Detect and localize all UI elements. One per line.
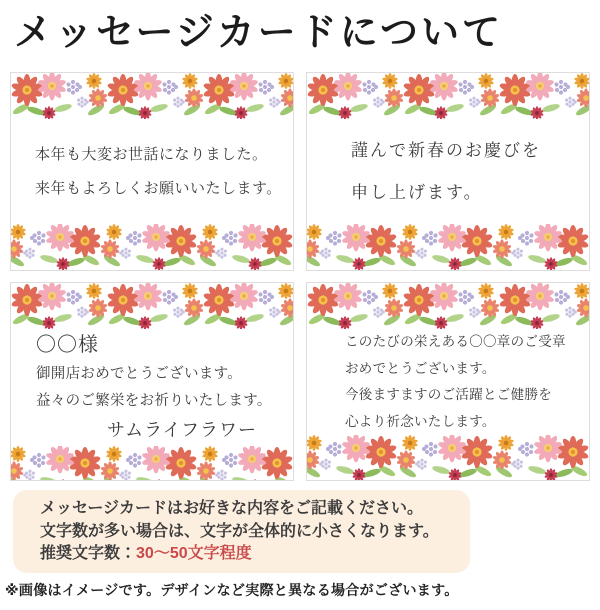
card-text-line: 心より祈念いたします。 [345,413,496,429]
card-text-line: 申し上げます。 [351,182,483,202]
notice-line: 文字数が多い場合は、文字が全体的に小さくなります。 [40,522,439,540]
flower-border-top [307,73,589,119]
message-card-grid [10,72,590,481]
card-text-line: このたびの栄えある〇〇章のご受章 [345,334,566,349]
card-text [11,119,293,224]
disclaimer-note: ※画像はイメージです。デザインなど実際と異なる場合がございます。 [5,581,459,598]
card-text [11,329,293,446]
flower-border-bottom [307,224,589,270]
card-text [307,329,589,435]
card-text [307,119,589,224]
card-text-line: 御開店おめでとうございます。 [36,366,243,382]
card-text-line: 本年も大変お世話になりました。 [35,145,268,163]
notice-line: メッセージカードはお好きな内容をご記載ください。 [40,500,424,517]
message-card-year-end-thanks [10,72,294,271]
card-text-line: 今後ますますのご活躍とご健勝を [345,387,552,402]
flower-border-top [307,283,589,329]
flower-border-bottom [11,224,293,270]
message-card-new-year [306,72,590,271]
sender-signature: サムライフラワー [106,420,257,440]
recommended-count-value: 30〜50文字程度 [136,545,252,562]
message-card-award [306,282,590,481]
card-text-line: 謹んで新春のお慶びを [351,140,541,160]
flower-border-bottom [307,435,589,481]
card-text-line: 来年もよろしくお願いいたします。 [35,179,282,197]
flower-border-bottom [11,446,293,481]
recipient-name: 〇〇様 [36,334,99,356]
flower-border-top [11,73,293,119]
notice-box [13,490,470,573]
message-card-shop-opening [10,282,294,481]
notice-line [40,543,460,566]
card-text-line: おめでとうございます。 [345,360,496,376]
page-title: メッセージカードについて [14,12,503,54]
recommended-count-label: 推奨文字数： [40,545,137,562]
card-text-line: 益々のご繁栄をお祈りいたします。 [36,393,272,409]
flower-border-top [11,283,293,329]
